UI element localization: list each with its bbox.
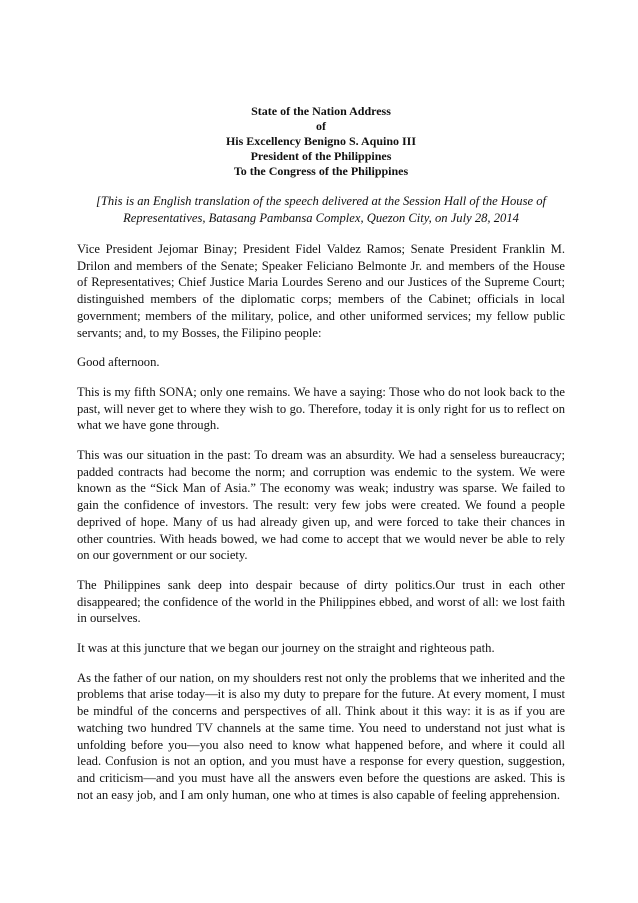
paragraph-greeting: Good afternoon. xyxy=(77,355,160,370)
paragraph-salutation: Vice President Jejomar Binay; President Fidel Valdez Ramos; Senate President Franklin M. Drilon and members of the Senate; Speaker Feliciano Belmonte Jr. and members of the House of Representatives; Chief Justice Maria Lourdes Sereno and our Justices of the Supreme Court; distinguished members of the diplomatic corps; members of the Cabinet; officials in local government; members of the military, police, and other uniformed services; my fellow public servants; and, to my Bosses, the Filipino people: xyxy=(77,242,565,340)
title-line: His Excellency Benigno S. Aquino III xyxy=(225,134,417,148)
translation-note: [This is an English translation of the speech delivered at the Session Hall of the House of Representatives, Batasang Pambansa Complex, Quezon City, on July 28, 2014 xyxy=(95,194,547,225)
document-page xyxy=(77,104,565,816)
document-title-block xyxy=(77,104,565,179)
paragraph: This is my fifth SONA; only one remains. We have a saying: Those who do not look back to the past, will never get to where they wish to go. Therefore, today it is only right for us to reflect on what we have gone through. xyxy=(77,384,565,433)
paragraph: The Philippines sank deep into despair because of dirty politics.Our trust in each other disappeared; the confidence of the world in the Philippines ebbed, and worst of all: we lost faith in ourselves. xyxy=(77,577,565,626)
paragraph: As the father of our nation, on my shoulders rest not only the problems that we inherited and the problems that arise today—it is also my duty to prepare for the future. At every moment, I must be mindful of the concerns and perspectives of all. Think about it this way: it is as if you are watching two hundred TV channels at the same time. You need to understand not just what is unfolding before you—you also need to know what happened before, and where it could all lead. Confusion is not an option, and you must have a response for every question, suggestion, and criticism—and you must have all the answers even before the questions are asked. This is not an easy job, and I am only human, one who at times is also capable of feeling apprehension. xyxy=(77,670,565,802)
title-line: of xyxy=(316,119,326,133)
title-line: President of the Philippines xyxy=(250,149,392,163)
title-line: To the Congress of the Philippines xyxy=(233,164,409,178)
paragraph: This was our situation in the past: To dream was an absurdity. We had a senseless bureaucracy; padded contracts had become the norm; and corruption was endemic to the system. We were known as the “Sick Man of Asia.” The economy was weak; industry was sparse. We failed to gain the confidence of investors. The result: very few jobs were created. We found a people deprived of hope. Many of us had already given up, and were forced to take their chances in other countries. With heads bowed, we had come to accept that we would never be able to rely on our government or our society. xyxy=(77,448,565,563)
paragraph: It was at this juncture that we began our journey on the straight and righteous path. xyxy=(77,641,495,656)
title-line: State of the Nation Address xyxy=(251,104,391,118)
